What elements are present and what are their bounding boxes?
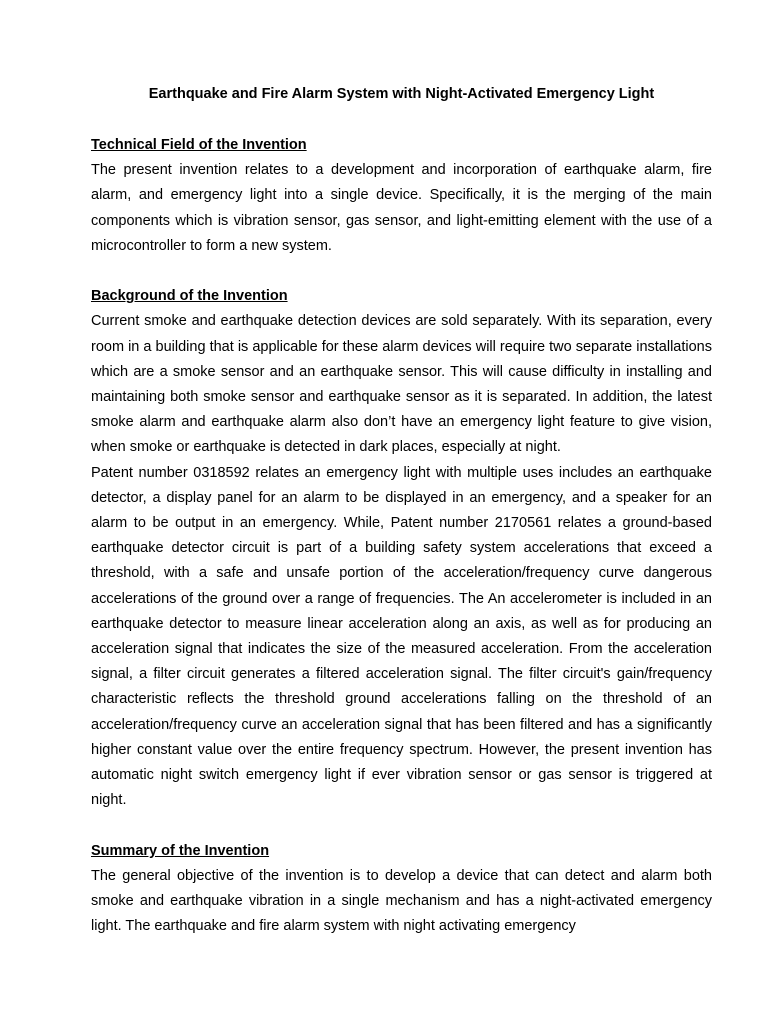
paragraph-background-1: Current smoke and earthquake detection devices are sold separately. With its separation, every room in a building that is applicable for these alarm devices will require two separate installations which are a smoke sensor and an earthquake sensor. This will cause difficulty in installing and maintaining both smoke sensor and earthquake sensor as it is separated. In addition, the latest smoke alarm and earthquake alarm also don’t have an emergency light feature to give vision, when smoke or earthquake is detected in dark places, especially at night. — [91, 313, 712, 456]
paragraph-background-2: Patent number 0318592 relates an emergency light with multiple uses includes an earthquake detector, a display panel for an alarm to be displayed in an emergency, and a speaker for an alarm to be output in an emergency. While, Patent number 2170561 relates a ground-based earthquake detector circuit is part of a building safety system accelerations that exceed a threshold, with a safe and unsafe portion of the acceleration/frequency curve dangerous accelerations of the ground over a range of frequencies. The An accelerometer is included in an earthquake detector to measure linear acceleration along an axis, as well as for producing an acceleration signal that indicates the size of the measured acceleration. From the acceleration signal, a filter circuit generates a filtered acceleration signal. The filter circuit's gain/frequency characteristic reflects the threshold ground accelerations falling on the threshold of an acceleration/frequency curve an acceleration signal that has been filtered and has a significantly higher constant value over the entire frequency spectrum. However, the present invention has automatic night switch emergency light if ever vibration sensor or gas sensor is triggered at night. — [91, 464, 712, 809]
section-heading-technical-field: Technical Field of the Invention — [91, 137, 307, 153]
section-heading-background: Background of the Invention — [91, 288, 288, 305]
section-background — [91, 284, 712, 813]
document-title: Earthquake and Fire Alarm System with Night-Activated Emergency Light — [148, 86, 655, 102]
section-summary — [91, 839, 712, 940]
paragraph-summary: The general objective of the invention is to develop a device that can detect and alarm both smoke and earthquake vibration in a single mechanism and has a night-activated emergency light. The earthquake and fire alarm system with night activating emergency — [91, 867, 712, 935]
document-page — [91, 83, 712, 965]
paragraph-technical-field: The present invention relates to a development and incorporation of earthquake alarm, fire alarm, and emergency light into a single device. Specifically, it is the merging of the main components which is vibration sensor, gas sensor, and light-emitting element with the use of a microcontroller to form a new system. — [91, 162, 712, 254]
section-technical-field — [91, 133, 712, 259]
section-heading-summary: Summary of the Invention — [91, 842, 270, 859]
